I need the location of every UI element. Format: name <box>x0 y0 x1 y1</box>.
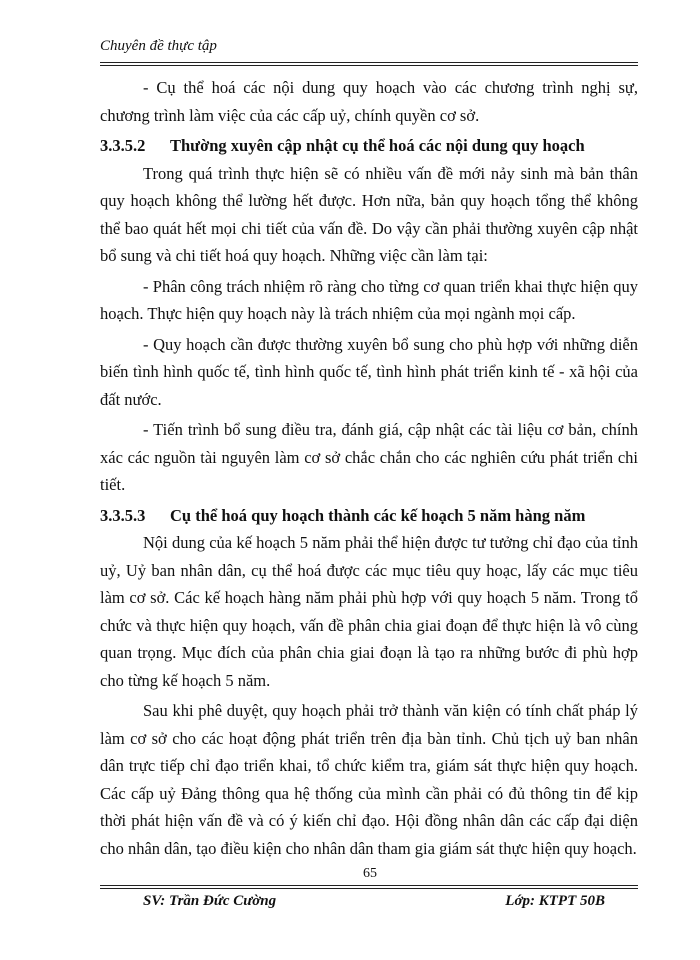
section-number: 3.3.5.2 <box>100 136 146 155</box>
paragraph: Trong quá trình thực hiện sẽ có nhiều vấn đề mới nảy sinh mà bản thân quy hoạch không thể lường hết được. Hơn nữa, bản quy hoạch tổng thể không thể bao quát hết mọi chi tiết của vấn đề. Do vậy cần phải thường xuyên cập nhật bổ sung và chi tiết hoá quy hoạch. Những việc cần làm tại: <box>100 163 638 265</box>
section-heading <box>100 502 638 530</box>
document-body <box>100 74 638 865</box>
paragraph: Nội dung của kế hoạch 5 năm phải thể hiện được tư tưởng chỉ đạo của tỉnh uỷ, Uỷ ban nhân dân, cụ thể hoá được các mục tiêu quy hoạc, lấy các mục tiêu làm cơ sở. Các kế hoạch hàng năm phải phù hợp với quy hoạch 5 năm. Trong tổ chức và thực hiện quy hoạch, vấn đề phân chia giai đoạn để thực hiện là vô cùng quan trọng. Mục đích của phân chia giai đoạn là tạo ra những bước đi phù hợp cho từng kế hoạch 5 năm. <box>100 533 638 690</box>
section-heading <box>100 132 638 160</box>
page-number: 65 <box>363 866 377 881</box>
paragraph: - Quy hoạch cần được thường xuyên bổ sung cho phù hợp với những diễn biến tình hình quốc tế, tình hình quốc tế, tình hình phát triển kinh tế - xã hội của đất nước. <box>100 334 638 409</box>
paragraph: - Tiến trình bổ sung điều tra, đánh giá, cập nhật các tài liệu cơ bản, chính xác các nguồn tài nguyên làm cơ sở chắc chắn cho các nghiên cứu phát triển chi tiết. <box>100 420 638 494</box>
page-header-title: Chuyên đề thực tập <box>100 38 217 54</box>
section-number: 3.3.5.3 <box>100 505 146 525</box>
header-divider-thin <box>100 65 638 66</box>
footer-class: Lớp: KTPT 50B <box>505 893 605 909</box>
footer-divider-thin <box>100 888 638 889</box>
footer-student-name: SV: Trần Đức Cường <box>143 893 277 909</box>
section-title: Cụ thể hoá quy hoạch thành các kế hoạch 5 năm hàng năm <box>170 505 586 525</box>
section-title: Thường xuyên cập nhật cụ thể hoá các nội dung quy hoạch <box>170 136 585 155</box>
paragraph: - Cụ thể hoá các nội dung quy hoạch vào các chương trình nghị sự, chương trình làm việc của các cấp uỷ, chính quyền cơ sở. <box>100 78 638 125</box>
header-divider <box>100 62 638 63</box>
paragraph: - Phân công trách nhiệm rõ ràng cho từng cơ quan triển khai thực hiện quy hoạch. Thực hiện quy hoạch này là trách nhiệm của mọi ngành mọi cấp. <box>100 276 638 323</box>
footer-divider <box>100 885 638 886</box>
paragraph: Sau khi phê duyệt, quy hoạch phải trở thành văn kiện có tính chất pháp lý làm cơ sở cho các hoạt động phát triển trên địa bàn tỉnh. Chủ tịch uỷ ban nhân dân trực tiếp chỉ đạo triển khai, tổ chức kiểm tra, giám sát thực hiện quy hoạch. Các cấp uỷ Đảng thông qua hệ thống của mình cần phải có đủ thông tin để kịp thời phát hiện vấn đề và có ý kiến chỉ đạo. Hội đồng nhân dân các cấp đại diện cho nhân dân, tạo điều kiện cho nhân dân tham gia giám sát thực hiện quy hoạch. <box>100 701 638 858</box>
